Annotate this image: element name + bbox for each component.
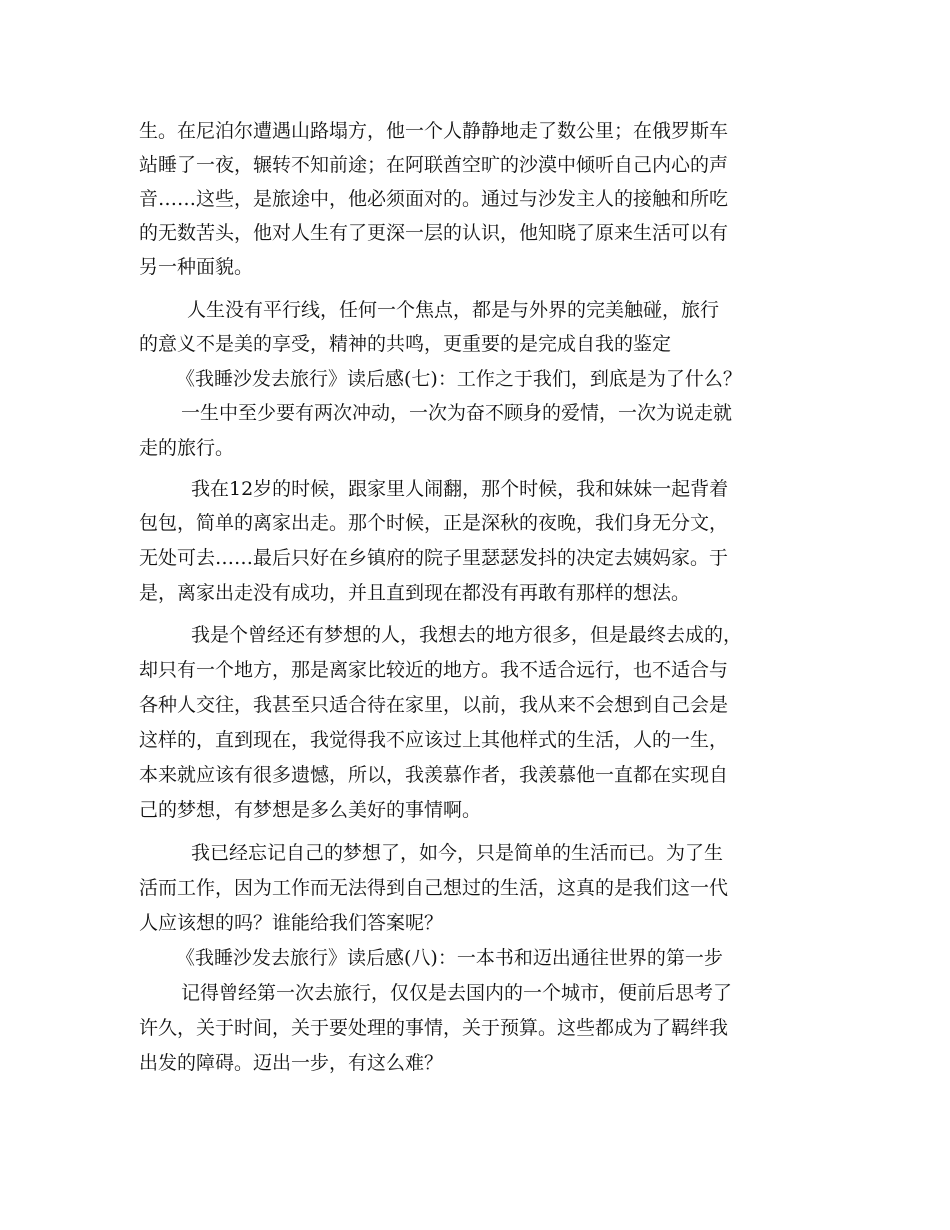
text-line: 各种人交往，我甚至只适合待在家里，以前，我从来不会想到自己会是	[139, 694, 729, 716]
text-line: 站睡了一夜，辗转不知前途；在阿联酋空旷的沙漠中倾听自己内心的声	[139, 154, 729, 176]
text-line: 音……这些，是旅途中，他必须面对的。通过与沙发主人的接触和所吃	[139, 188, 729, 210]
text-line: 包包，简单的离家出走。那个时候，正是深秋的夜晚，我们身无分文，	[139, 512, 729, 534]
text-line: 无处可去……最后只好在乡镇府的院子里瑟瑟发抖的决定去姨妈家。于	[139, 547, 729, 569]
text-line: 记得曾经第一次去旅行，仅仅是去国内的一个城市，便前后思考了	[181, 982, 733, 1004]
text-line: 我是个曾经还有梦想的人，我想去的地方很多，但是最终去成的，	[191, 624, 743, 646]
text-line: 的无数苦头，他对人生有了更深一层的认识，他知晓了原来生活可以有	[139, 222, 729, 244]
text-line: 我在12岁的时候，跟家里人闹翻，那个时候，我和妹妹一起背着	[191, 478, 729, 500]
text-line: 走的旅行。	[139, 437, 235, 459]
text-line: 是，离家出走没有成功，并且直到现在都没有再敢有那样的想法。	[139, 582, 691, 604]
text-line: 本来就应该有很多遗憾，所以，我羡慕作者，我羡慕他一直都在实现自	[139, 764, 729, 786]
text-line: 许久，关于时间，关于要处理的事情，关于预算。这些都成为了羁绊我	[139, 1017, 729, 1039]
section-heading: 《我睡沙发去旅行》读后感(七)：工作之于我们，到底是为了什么？	[176, 368, 742, 390]
text-line: 却只有一个地方，那是离家比较近的地方。我不适合远行，也不适合与	[139, 659, 729, 681]
text-line: 一生中至少要有两次冲动，一次为奋不顾身的爱情，一次为说走就	[181, 402, 733, 424]
text-line: 生。在尼泊尔遭遇山路塌方，他一个人静静地走了数公里；在俄罗斯车	[139, 120, 729, 142]
text-line: 出发的障碍。迈出一步，有这么难？	[139, 1052, 444, 1074]
text-line: 我已经忘记自己的梦想了，如今，只是简单的生活而已。为了生	[191, 842, 724, 864]
text-line: 人生没有平行线，任何一个焦点，都是与外界的完美触碰，旅行	[187, 299, 720, 321]
text-line: 的意义不是美的享受，精神的共鸣，更重要的是完成自我的鉴定	[139, 333, 672, 355]
text-line: 另一种面貌。	[139, 256, 254, 278]
section-heading: 《我睡沙发去旅行》读后感(八)：一本书和迈出通往世界的第一步	[176, 947, 723, 969]
text-line: 人应该想的吗？谁能给我们答案呢？	[139, 912, 444, 934]
text-line: 活而工作，因为工作而无法得到自己想过的生活，这真的是我们这一代	[139, 877, 729, 899]
text-line: 己的梦想，有梦想是多么美好的事情啊。	[139, 799, 482, 821]
text-line: 这样的，直到现在，我觉得我不应该过上其他样式的生活，人的一生，	[139, 729, 729, 751]
